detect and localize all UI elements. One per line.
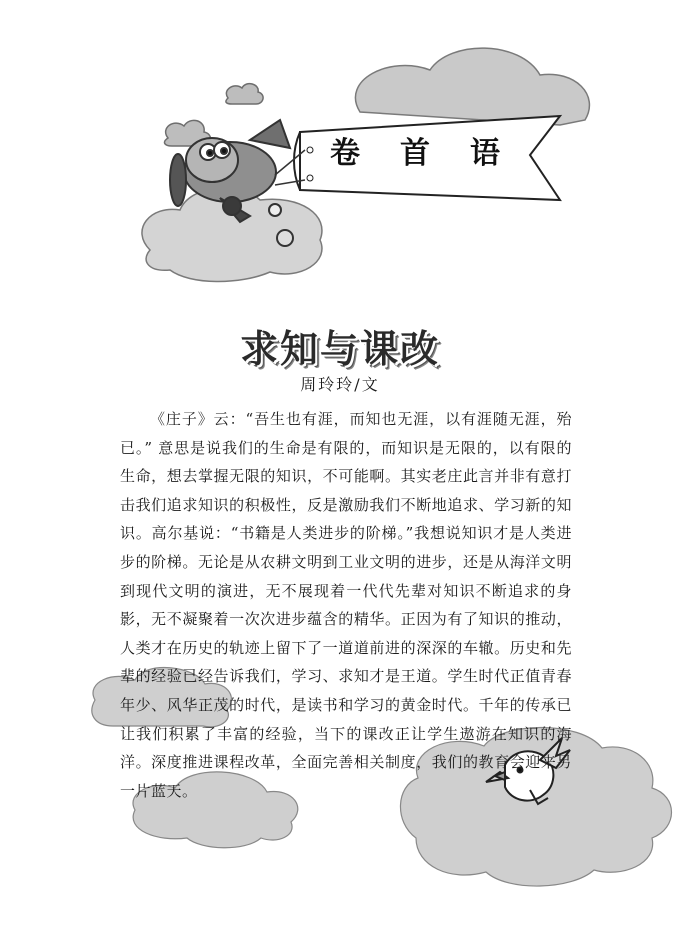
- article-author: 周玲玲/文: [300, 375, 380, 394]
- section-banner-title: [330, 130, 500, 170]
- article-body: 《庄子》云：“吾生也有涯，而知也无涯，以有涯随无涯，殆已。” 意思是说我们的生命是有限的，而知识是无限的，以有限的生命，想去掌握无限的知识，不可能啊。其实老庄此言并非有意打击我们追求知识的积极性，反是激励我们不断地追求、学习新的知识。高尔基说：“书籍是人类进步的阶梯。”我想说知识才是人类进步的阶梯。无论是从农耕文明到工业文明的进步，还是从海洋文明到现代文明的演进，无不展现着一代代先辈对知识不断追求的身影，无不凝聚着一次次进步蕴含的精华。正因为有了知识的推动，人类才在历史的轨迹上留下了一道道前进的深深的车辙。历史和先辈的经验已经告诉我们，学习、求知才是王道。学生时代正值青春年少、风华正茂的时代，是读书和学习的黄金时代。千年的传承已让我们积累了丰富的经验，当下的课改正让学生遨游在知识的海洋。深度推进课程改革，全面完善相关制度，我们的教育会迎来另一片蓝天。: [120, 410, 572, 800]
- banner-char-3: 语: [470, 136, 500, 171]
- small-clouds: [165, 84, 264, 146]
- banner-char-2: 首: [400, 136, 430, 171]
- article-title: 求知与课改: [239, 327, 440, 371]
- banner-char-1: 卷: [330, 136, 360, 171]
